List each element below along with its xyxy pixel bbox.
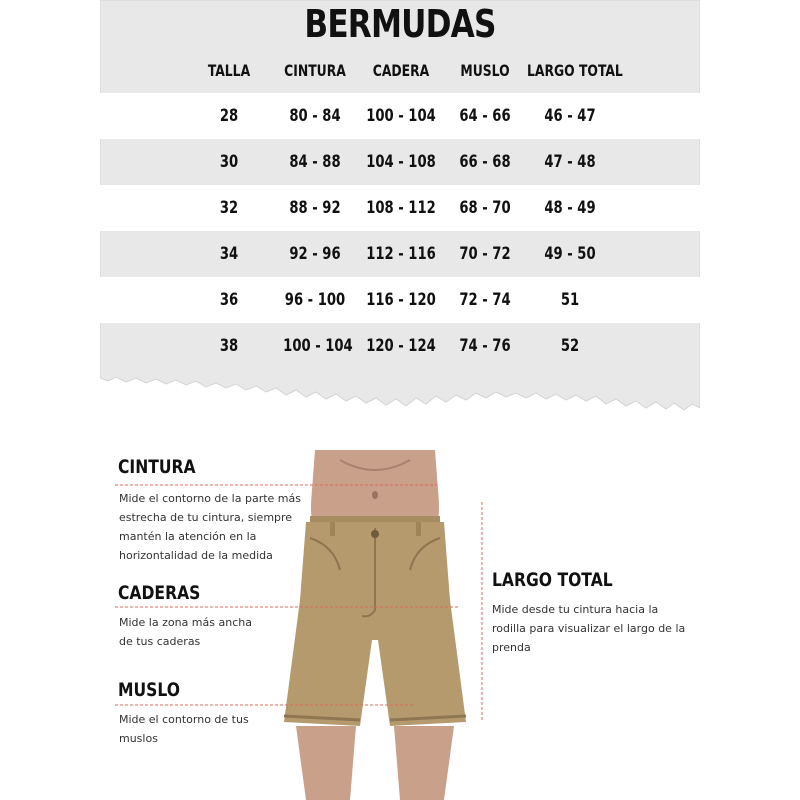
page-title: BERMUDAS [304, 2, 496, 46]
model-right-leg [394, 726, 454, 800]
cell-cintura: 84 - 88 [289, 152, 341, 172]
cell-muslo: 66 - 68 [459, 152, 511, 172]
cell-cadera: 104 - 108 [366, 152, 436, 172]
header-muslo: MUSLO [460, 61, 510, 80]
cell-cadera: 112 - 116 [366, 244, 436, 264]
cell-largo-total: 49 - 50 [544, 244, 596, 264]
caderas-heading: CADERAS [118, 582, 201, 604]
table-header-row [100, 48, 700, 94]
model-left-leg [296, 726, 356, 800]
cell-talla: 36 [219, 290, 239, 310]
cell-largo-total: 47 - 48 [544, 152, 596, 172]
muslo-heading: MUSLO [118, 679, 180, 701]
cell-cintura: 96 - 100 [284, 290, 346, 310]
cell-talla: 30 [219, 152, 239, 172]
cell-cadera: 116 - 120 [366, 290, 436, 310]
cell-talla: 28 [219, 106, 239, 126]
cell-cadera: 100 - 104 [366, 106, 436, 126]
cell-largo-total: 52 [560, 336, 580, 356]
table-row [100, 93, 700, 139]
cintura-heading: CINTURA [118, 456, 196, 478]
cell-largo-total: 46 - 47 [544, 106, 596, 126]
table-row [100, 185, 700, 231]
cell-cintura: 88 - 92 [289, 198, 341, 218]
size-table-panel [100, 0, 700, 420]
cell-cintura: 100 - 104 [283, 336, 353, 356]
cell-cadera: 120 - 124 [366, 336, 436, 356]
table-row [100, 139, 700, 185]
cell-talla: 38 [219, 336, 239, 356]
cell-cadera: 108 - 112 [366, 198, 436, 218]
cell-muslo: 72 - 74 [459, 290, 511, 310]
header-talla: TALLA [207, 61, 251, 80]
largo-total-heading: LARGO TOTAL [492, 569, 613, 591]
muslo-description: Mide el contorno de tus muslos [119, 713, 249, 745]
caderas-description: Mide la zona más ancha de tus caderas [119, 616, 252, 648]
cintura-description: Mide el contorno de la parte más estrecha de tu cintura, siempre mantén la atención en la horizontalidad de la medida [119, 492, 301, 562]
cell-muslo: 68 - 70 [459, 198, 511, 218]
cell-largo-total: 51 [560, 290, 580, 310]
cell-largo-total: 48 - 49 [544, 198, 596, 218]
cell-talla: 32 [219, 198, 239, 218]
cell-talla: 34 [219, 244, 239, 264]
table-row [100, 231, 700, 277]
cell-muslo: 64 - 66 [459, 106, 511, 126]
header-largo-total: LARGO TOTAL [527, 61, 623, 80]
header-cintura: CINTURA [284, 61, 346, 80]
largo-total-description: Mide desde tu cintura hacia la rodilla para visualizar el largo de la prenda [492, 603, 686, 654]
table-row [100, 277, 700, 323]
cell-muslo: 74 - 76 [459, 336, 511, 356]
cell-muslo: 70 - 72 [459, 244, 511, 264]
header-cadera: CADERA [372, 61, 430, 80]
table-row [100, 323, 700, 369]
cell-cintura: 80 - 84 [289, 106, 341, 126]
cell-cintura: 92 - 96 [289, 244, 341, 264]
